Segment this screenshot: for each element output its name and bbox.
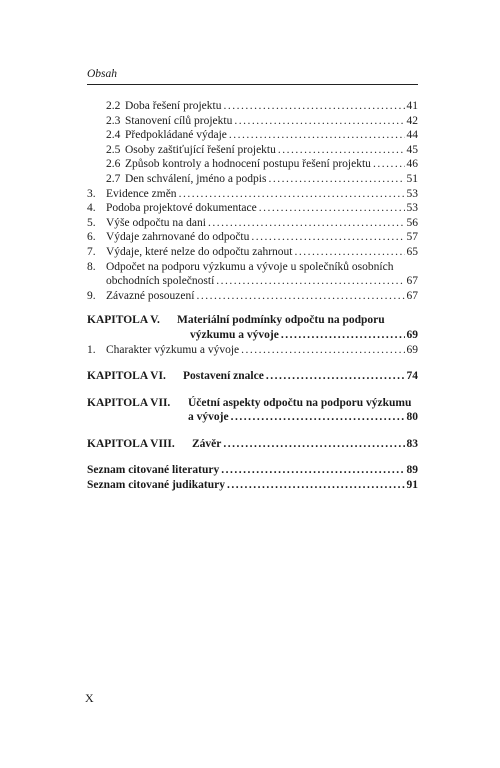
table-of-contents xyxy=(87,99,418,493)
toc-number: 5. xyxy=(87,216,96,229)
toc-page: 65 xyxy=(406,245,418,258)
toc-bibliography[interactable] xyxy=(87,463,418,478)
running-header: Obsah xyxy=(87,68,118,80)
leader-dots xyxy=(179,187,405,202)
toc-page: 53 xyxy=(406,202,418,215)
toc-number: 8. xyxy=(87,260,96,273)
chapter-label: KAPITOLA VIII. xyxy=(87,437,175,450)
toc-title: Výdaje, které nelze do odpočtu zahrnout xyxy=(106,245,293,258)
leader-dots xyxy=(223,99,404,114)
toc-page: 80 xyxy=(406,411,418,424)
toc-number: 2.6 xyxy=(106,158,121,171)
toc-page: 67 xyxy=(406,289,418,302)
leader-dots xyxy=(278,143,405,158)
toc-title: Způsob kontroly a hodnocení postupu řešení projektu xyxy=(125,158,371,171)
leader-dots xyxy=(281,328,405,343)
toc-number: 7. xyxy=(87,245,96,258)
toc-entry-9[interactable] xyxy=(87,289,418,304)
chapter-label: KAPITOLA V. xyxy=(87,314,160,327)
toc-page: 41 xyxy=(406,100,418,112)
toc-number: 2.3 xyxy=(106,114,121,127)
header-rule xyxy=(87,84,418,85)
toc-title: Podoba projektové dokumentace xyxy=(106,202,257,215)
toc-number: 2.2 xyxy=(106,100,121,112)
toc-title: Výdaje zahrnované do odpočtu xyxy=(106,231,250,244)
toc-entry-2-7[interactable] xyxy=(87,172,418,187)
toc-entry-2-3[interactable] xyxy=(87,114,418,129)
chapter-title: výzkumu a vývoje xyxy=(190,328,279,341)
toc-title: Výše odpočtu na dani xyxy=(106,216,206,229)
toc-title: Doba řešení projektu xyxy=(125,100,222,112)
toc-title: Předpokládané výdaje xyxy=(125,129,227,142)
leader-dots xyxy=(231,410,405,425)
toc-number: 9. xyxy=(87,289,96,302)
leader-dots xyxy=(259,201,405,216)
leader-dots xyxy=(266,369,405,384)
leader-dots xyxy=(294,245,404,260)
leader-dots xyxy=(221,463,404,478)
toc-chapter-6[interactable] xyxy=(87,369,418,384)
leader-dots xyxy=(227,478,405,493)
toc-entry-8-cont[interactable] xyxy=(87,274,418,289)
toc-page: 69 xyxy=(406,328,418,341)
toc-page: 51 xyxy=(406,172,418,185)
toc-entry-2-6[interactable] xyxy=(87,157,418,172)
toc-case-law[interactable] xyxy=(87,478,418,493)
toc-number: 6. xyxy=(87,231,96,244)
toc-chapter-5-cont[interactable] xyxy=(87,328,418,343)
leader-dots xyxy=(223,437,404,452)
chapter-title: Postavení znalce xyxy=(183,370,264,383)
toc-chapter-7-cont[interactable] xyxy=(87,410,418,425)
toc-page: 45 xyxy=(406,143,418,156)
toc-number: 3. xyxy=(87,187,96,200)
chapter-title: a vývoje xyxy=(188,411,229,424)
toc-page: 56 xyxy=(406,216,418,229)
toc-title: Stanovení cílů projektu xyxy=(125,114,233,127)
toc-entry-4[interactable] xyxy=(87,201,418,216)
toc-number: 2.4 xyxy=(106,129,121,142)
toc-title: Osoby zaštiťující řešení projektu xyxy=(125,143,276,156)
leader-dots xyxy=(251,230,404,245)
toc-page: 91 xyxy=(406,479,418,492)
toc-entry-k5-1[interactable] xyxy=(87,343,418,358)
toc-number: 2.5 xyxy=(106,143,121,156)
toc-title: Seznam citované literatury xyxy=(87,464,220,477)
chapter-label: KAPITOLA VII. xyxy=(87,396,171,409)
toc-title: Odpočet na podporu výzkumu a vývoje u společníků osobních xyxy=(106,260,394,273)
chapter-title: Závěr xyxy=(192,437,222,450)
toc-page: 46 xyxy=(406,158,418,171)
leader-dots xyxy=(241,343,404,358)
toc-entry-6[interactable] xyxy=(87,230,418,245)
toc-entry-2-2[interactable] xyxy=(87,99,418,114)
toc-page: 42 xyxy=(406,114,418,127)
toc-entry-8[interactable] xyxy=(87,260,418,275)
toc-page: 89 xyxy=(406,464,418,477)
leader-dots xyxy=(216,274,404,289)
page-number: X xyxy=(85,691,94,705)
toc-title: Charakter výzkumu a vývoje xyxy=(106,343,240,356)
toc-chapter-7[interactable] xyxy=(87,396,418,411)
chapter-label: KAPITOLA VI. xyxy=(87,370,166,383)
toc-number: 4. xyxy=(87,202,96,215)
toc-page: 67 xyxy=(406,275,418,288)
toc-number: 1. xyxy=(87,343,96,356)
toc-title: Závazné posouzení xyxy=(106,289,195,302)
toc-page: 83 xyxy=(406,437,418,450)
toc-entry-7[interactable] xyxy=(87,245,418,260)
toc-entry-2-4[interactable] xyxy=(87,128,418,143)
toc-title: Evidence změn xyxy=(106,187,177,200)
toc-entry-5[interactable] xyxy=(87,216,418,231)
chapter-title: Materiální podmínky odpočtu na podporu xyxy=(177,314,385,327)
toc-entry-2-5[interactable] xyxy=(87,143,418,158)
chapter-title: Účetní aspekty odpočtu na podporu výzkumu xyxy=(188,396,412,409)
toc-chapter-8[interactable] xyxy=(87,437,418,452)
toc-page: 74 xyxy=(406,370,418,383)
leader-dots xyxy=(373,157,405,172)
leader-dots xyxy=(229,128,405,143)
toc-title: Den schválení, jméno a podpis xyxy=(125,172,267,185)
leader-dots xyxy=(196,289,404,304)
leader-dots xyxy=(208,216,405,231)
toc-title: obchodních společností xyxy=(106,275,215,288)
toc-number: 2.7 xyxy=(106,172,121,185)
toc-page: 44 xyxy=(406,129,418,142)
toc-entry-3[interactable] xyxy=(87,187,418,202)
leader-dots xyxy=(268,172,404,187)
toc-title: Seznam citované judikatury xyxy=(87,479,225,492)
leader-dots xyxy=(234,114,404,129)
toc-chapter-5[interactable] xyxy=(87,313,418,328)
toc-page: 57 xyxy=(406,231,418,244)
toc-page: 53 xyxy=(406,187,418,200)
toc-page: 69 xyxy=(406,343,418,356)
